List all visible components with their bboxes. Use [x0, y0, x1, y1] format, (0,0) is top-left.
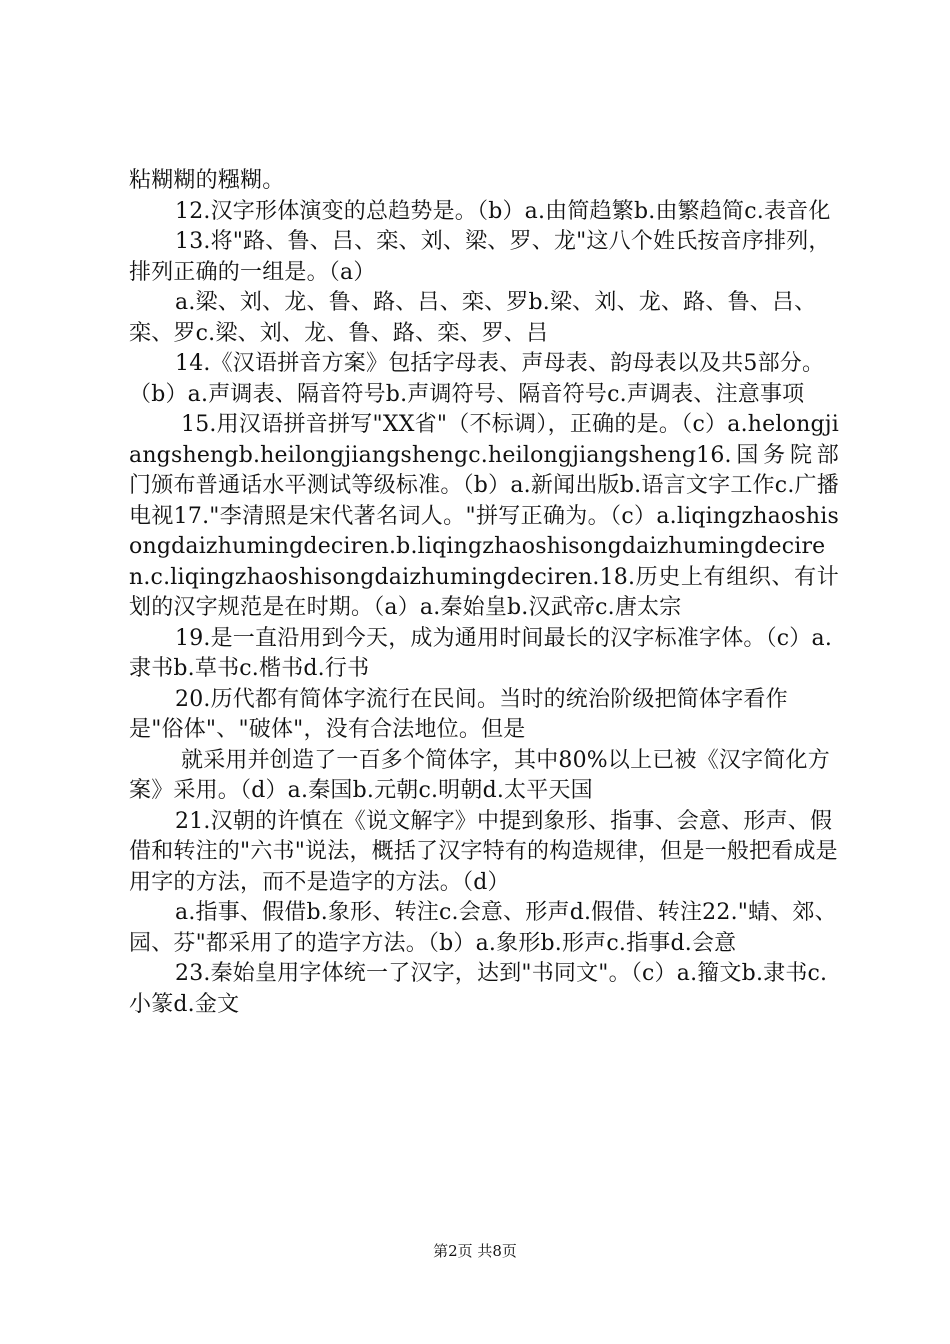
question-13: 13.将"路、鲁、吕、栾、刘、梁、罗、龙"这八个姓氏按音序排列，排列正确的一组是。（a） [129, 229, 831, 285]
question-20-continued: 就采用并创造了一百多个简体字，其中80%以上已被《汉字简化方案》采用。（d）a.秦国b.元朝c.明朝d.太平天国 [129, 747, 830, 803]
questions-15-18: 15.用汉语拼音拼写"XX省"（不标调），正确的是。（c）a.helongjiangshengb.heilongjiangshengc.heilongjiangsheng16.国务院部门颁布普通话水平测试等级标准。（b）a.新闻出版b.语言文字工作c.广播电视17."李清照是宋代著名词人。"拼写正确为。（c）a.liqingzhaoshisongdaizhumingdeciren.b.liqingzhaoshisongdaizhumingdeciren.c.liqingzhaoshisongdaizhumingdeciren.18.历史上有组织、有计划的汉字规范是在时期。（a）a.秦始皇b.汉武帝c.唐太宗 [129, 412, 839, 620]
question-19: 19.是一直沿用到今天，成为通用时间最长的汉字标准字体。（c）a.隶书b.草书c.楷书d.行书 [129, 625, 833, 681]
question-13-options: a.梁、刘、龙、鲁、路、吕、栾、罗b.梁、刘、龙、路、鲁、吕、栾、罗c.梁、刘、龙、鲁、路、栾、罗、吕 [129, 290, 817, 346]
question-23: 23.秦始皇用字体统一了汉字，达到"书同文"。（c）a.籀文b.隶书c.小篆d.金文 [129, 961, 828, 1017]
document-body [129, 166, 839, 1020]
paragraph-continuation: 粘糊糊的糨糊。 [129, 168, 285, 193]
question-21-options-22: a.指事、假借b.象形、转注c.会意、形声d.假借、转注22."蜻、郊、园、芬"都采用了的造字方法。（b）a.象形b.形声c.指事d.会意 [129, 900, 837, 956]
page-footer: 第2页 共8页 [433, 1242, 517, 1260]
question-14: 14.《汉语拼音方案》包括字母表、声母表、韵母表以及共5部分。（b）a.声调表、隔音符号b.声调符号、隔音符号c.声调表、注意事项 [129, 351, 825, 407]
question-20: 20.历代都有简体字流行在民间。当时的统治阶级把简体字看作是"俗体"、"破体"，没有合法地位。但是 [129, 686, 788, 742]
question-12: 12.汉字形体演变的总趋势是。（b）a.由简趋繁b.由繁趋简c.表音化 [175, 198, 831, 224]
question-21: 21.汉朝的许慎在《说文解字》中提到象形、指事、会意、形声、假借和转注的"六书"说法，概括了汉字特有的构造规律，但是一般把看成是用字的方法，而不是造字的方法。（d） [129, 808, 838, 895]
